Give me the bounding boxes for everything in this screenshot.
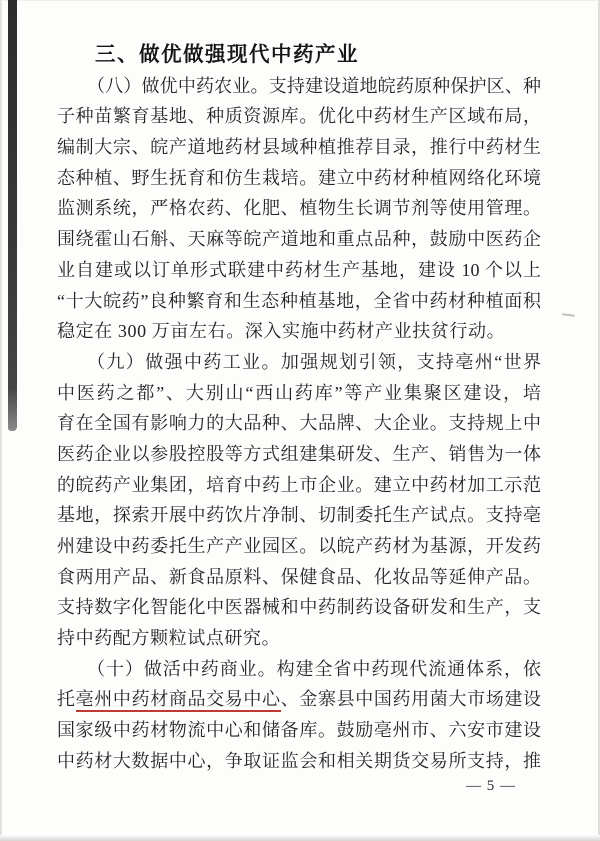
text-run: 态种植、野生抚育和仿生栽培。建立中药材种植网络化环境 [57, 167, 541, 188]
text-line [57, 316, 541, 347]
text-run: （八）做优中药农业。支持建设道地皖药原种保护区、种 [87, 75, 541, 96]
text-line [57, 408, 541, 439]
text-line [57, 500, 541, 531]
text-line [57, 470, 541, 501]
text-run: 支持数字化智能化中医器械和中药制药设备研发和生产，支 [57, 597, 541, 618]
red-underlined-text: 亳州中药材商品交易中心 [76, 689, 281, 712]
text-line [57, 531, 541, 562]
body-text [57, 71, 541, 777]
text-run: 监测系统，严格农药、化肥、植物生长调节剂等使用管理。 [57, 198, 541, 219]
text-run: 中药材大数据中心，争取证监会和相关期货交易所支持，推 [57, 750, 541, 771]
text-line [57, 746, 541, 777]
text-run: （九）做强中药工业。加强规划引领，支持亳州“世界 [87, 351, 541, 372]
text-line [57, 224, 541, 255]
text-run: 基地，探索开展中药饮片净制、切制委托生产试点。支持亳 [57, 505, 541, 526]
text-run: 的皖药产业集团，培育中药上市企业。建立中药材加工示范 [57, 474, 541, 495]
text-line [57, 684, 541, 715]
scan-artifact-strip [8, 0, 17, 431]
text-line [57, 286, 541, 317]
page-number: — 5 — [466, 778, 516, 794]
text-run: 国家级中药材物流中心和储备库。鼓励亳州市、六安市建设 [57, 720, 541, 741]
text-run: 育在全国有影响力的大品种、大品牌、大企业。支持规上中 [57, 413, 541, 434]
text-line [57, 439, 541, 470]
text-line [57, 562, 541, 593]
text-run: 托 [57, 689, 76, 710]
text-run: 编制大宗、皖产道地药材县域种植推荐目录，推行中药材生 [57, 137, 541, 158]
text-run: （十）做活中药商业。构建全省中药现代流通体系，依 [87, 658, 541, 679]
text-line [57, 193, 541, 224]
text-line [57, 623, 541, 654]
text-run: 、金寨县中国药用菌大市场建设 [280, 689, 542, 710]
text-run: 食两用产品、新食品原料、保健食品、化妆品等延伸产品。 [57, 566, 541, 587]
scan-speck [562, 313, 575, 317]
text-line [57, 255, 541, 286]
page-edge-top [0, 0, 600, 1]
text-run: 子种苗繁育基地、种质资源库。优化中药材生产区域布局， [57, 106, 541, 127]
section-heading: 三、做优做强现代中药产业 [95, 43, 359, 66]
page-edge-bottom [0, 835, 600, 841]
text-line [57, 654, 541, 685]
text-run: 医药企业以参股控股等方式组建集研发、生产、销售为一体 [57, 443, 541, 464]
text-line [57, 132, 541, 163]
text-run: 围绕霍山石斛、天麻等皖产道地和重点品种，鼓励中医药企 [57, 229, 541, 250]
text-line [57, 715, 541, 746]
page-edge-left [0, 0, 2, 841]
text-line [57, 163, 541, 194]
text-line [57, 347, 541, 378]
text-line [57, 378, 541, 409]
text-run: 州建设中药委托生产产业园区。以皖产药材为基源，开发药 [57, 536, 541, 556]
text-run: 中医药之都”、大别山“西山药库”等产业集聚区建设，培 [57, 382, 541, 403]
text-run: 稳定在 300 万亩左右。深入实施中药材产业扶贫行动。 [57, 321, 506, 342]
document-body [57, 40, 541, 777]
text-run: “十大皖药”良种繁育和生态种植基地，全省中药材种植面积 [57, 290, 541, 311]
text-run: 持中药配方颗粒试点研究。 [57, 628, 281, 649]
text-line [57, 101, 541, 132]
text-line [57, 71, 541, 102]
text-run: 业自建或以订单形式联建中药材生产基地，建设 10 个以上 [57, 259, 541, 280]
text-line [57, 592, 541, 623]
